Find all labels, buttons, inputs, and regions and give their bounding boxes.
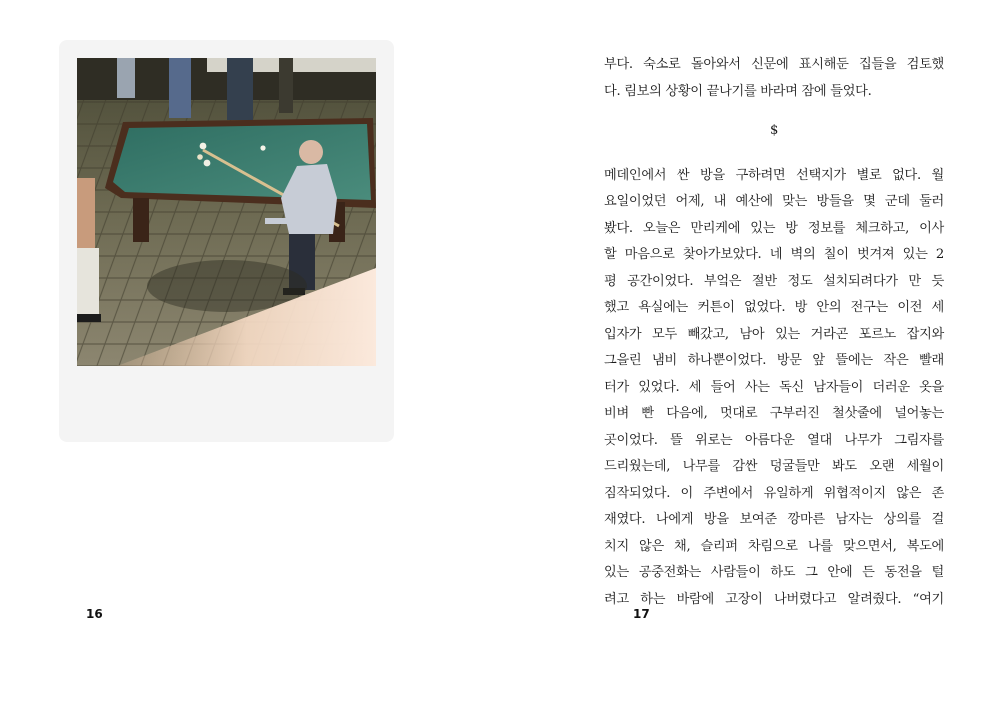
body-text [604,52,944,613]
text-line: 비벼 빤 다음에, 멋대로 구부러진 철삿줄에 널어놓는 [604,406,944,421]
text-line: 짐작되었다. 이 주변에서 유일하게 위협적이지 않은 존 [604,485,944,501]
text-line: 있는 공중전화는 사람들이 하도 그 안에 든 동전을 털 [604,565,944,580]
text-line: 재였다. 나에게 방을 보여준 깡마른 남자는 상의를 걸 [604,512,944,527]
billiards-photo-illustration [77,58,376,366]
paragraph-continued [604,52,944,105]
text-line: 할 마음으로 찾아가보았다. 네 벽의 칠이 벗겨져 있는 2 [604,247,944,262]
text-line: 했고 욕실에는 커튼이 없었다. 방 안의 전구는 이전 세 [604,300,944,315]
page-number-right: 17 [633,607,650,621]
text-line: 치지 않은 채, 슬리퍼 차림으로 나를 맞으면서, 복도에 [604,538,944,554]
text-line: 부다. 숙소로 돌아와서 신문에 표시해둔 집들을 검토했 [604,57,944,72]
page-number-left: 16 [86,607,103,621]
text-line: 그을린 냄비 하나뿐이었다. 방문 앞 뜰에는 작은 빨래 [604,353,944,368]
paragraph [604,163,944,614]
text-line: 다. 림보의 상황이 끝나기를 바라며 잠에 들었다. [604,83,872,99]
section-separator: $ [769,123,779,138]
polaroid-frame [59,40,394,442]
text-line: 평 공간이었다. 부엌은 절반 정도 설치되려다가 만 듯 [604,273,944,289]
text-line: 입자가 모두 빼갔고, 남아 있는 거라곤 포르노 잡지와 [604,326,944,342]
text-line: 봤다. 오늘은 만리케에 있는 방 정보를 체크하고, 이사 [604,220,944,236]
billiards-photo [77,58,376,366]
text-line: 메데인에서 싼 방을 구하려면 선택지가 별로 없다. 월 [604,167,944,183]
text-line: 드리웠는데, 나무를 감싼 덩굴들만 봐도 오랜 세월이 [604,459,944,474]
text-line: 곳이었다. 뜰 위로는 아름다운 열대 나무가 그림자를 [604,432,944,448]
text-line: 려고 하는 바람에 고장이 나버렸다고 알려줬다. “여기 [604,591,944,607]
text-line: 터가 있었다. 세 들어 사는 독신 남자들이 더러운 옷을 [604,379,944,395]
text-line: 요일이었던 어제, 내 예산에 맞는 방들을 몇 군데 둘러 [604,194,944,209]
